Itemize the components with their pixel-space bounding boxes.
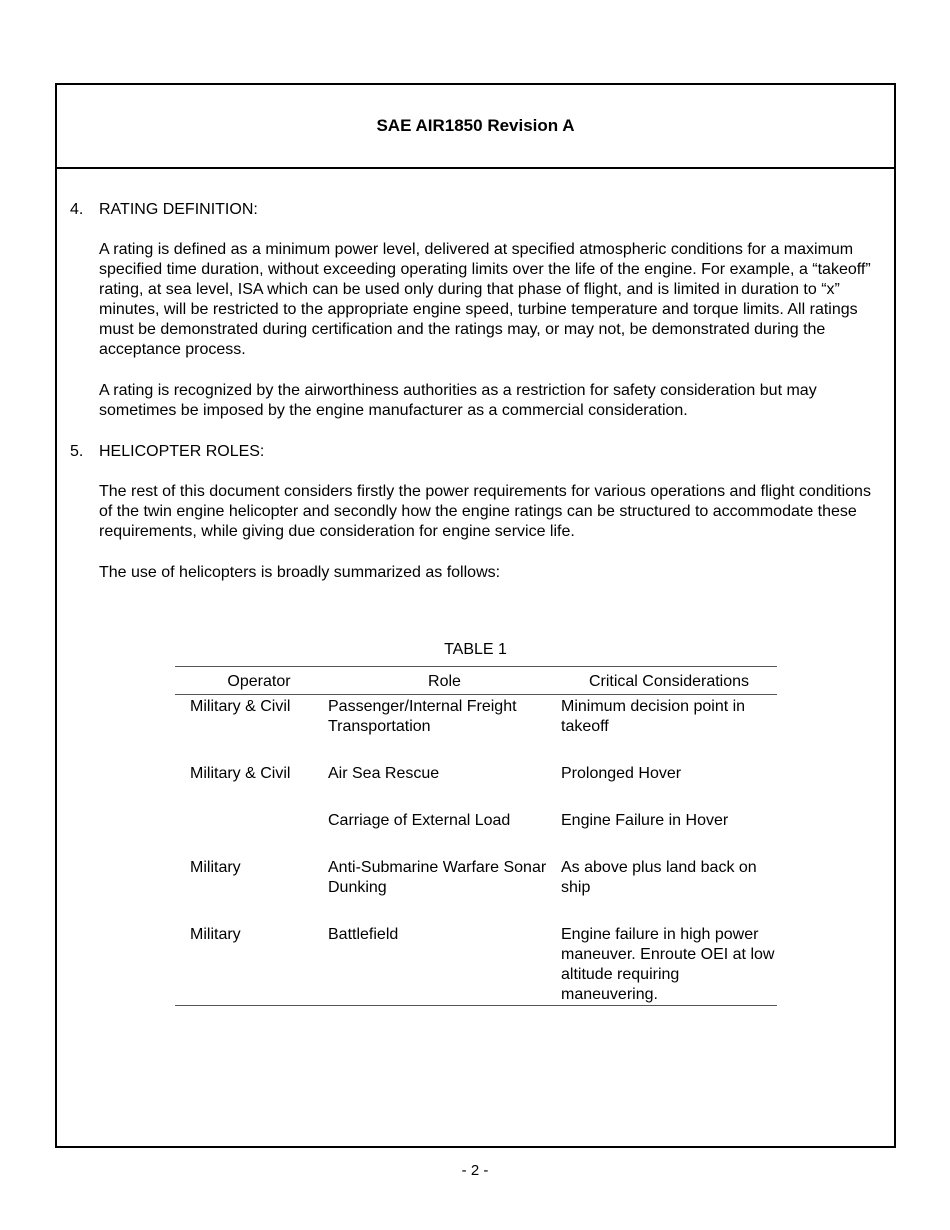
cell-role: Anti-Submarine Warfare Sonar Dunking xyxy=(328,859,547,896)
paragraph: The use of helicopters is broadly summarized as follows: xyxy=(99,564,501,581)
table-row xyxy=(175,858,777,925)
section-title: RATING DEFINITION: xyxy=(99,201,258,218)
cell-operator: Military & Civil xyxy=(190,765,291,782)
table-header-row xyxy=(175,667,777,695)
table-row xyxy=(175,925,777,1006)
cell-operator: Military xyxy=(175,925,328,1006)
page-frame xyxy=(55,83,896,1148)
cell-critical: Minimum decision point in takeoff xyxy=(561,698,746,735)
paragraph: A rating is recognized by the airworthiness authorities as a restriction for safety consideration but may sometimes be imposed by the engine manufacturer as a commercial consideration. xyxy=(99,382,817,419)
paragraph: A rating is defined as a minimum power level, delivered at specified atmospheric conditions for a maximum specified time duration, without exceeding operating limits over the life of the engine. For example, a “takeoff” rating, at sea level, ISA which can be used only during that phase of flight, and is limited in duration to “x” minutes, will be restricted to the appropriate engine speed, turbine temperature and torque limits. All ratings must be demonstrated during certification and the ratings may, or may not, be demonstrated during the acceptance process. xyxy=(99,241,871,358)
column-header-operator: Operator xyxy=(175,667,328,695)
table-row xyxy=(175,695,777,765)
cell-operator: Military xyxy=(190,859,241,876)
section-number: 5. xyxy=(70,443,84,460)
document-header xyxy=(57,85,894,169)
document-title: SAE AIR1850 Revision A xyxy=(376,116,575,135)
cell-critical: Engine failure in high power maneuver. Enroute OEI at low altitude requiring maneuvering. xyxy=(561,925,777,1006)
section-4-heading xyxy=(70,200,258,220)
cell-role: Passenger/Internal Freight Transportation xyxy=(328,698,517,735)
cell-operator xyxy=(175,811,328,858)
section-title: HELICOPTER ROLES: xyxy=(99,443,265,460)
roles-table xyxy=(175,666,777,1006)
cell-critical: Prolonged Hover xyxy=(561,765,682,782)
table-row xyxy=(175,764,777,811)
cell-role: Air Sea Rescue xyxy=(328,765,440,782)
cell-role: Carriage of External Load xyxy=(328,812,511,829)
page-number: - 2 - xyxy=(461,1162,489,1179)
cell-operator: Military & Civil xyxy=(190,698,291,715)
section-number: 4. xyxy=(70,201,84,218)
paragraph: The rest of this document considers firstly the power requirements for various operations and flight conditions of the twin engine helicopter and secondly how the engine ratings can be structured to accommodate these requirements, while giving due consideration for engine service life. xyxy=(99,483,871,540)
cell-critical: As above plus land back on ship xyxy=(561,859,757,896)
section-5-heading xyxy=(70,442,264,462)
table-caption: TABLE 1 xyxy=(444,641,507,658)
cell-role: Battlefield xyxy=(328,925,561,1006)
table-row xyxy=(175,811,777,858)
column-header-role: Role xyxy=(328,667,561,695)
cell-critical: Engine Failure in Hover xyxy=(561,812,729,829)
column-header-critical: Critical Considerations xyxy=(561,667,777,695)
